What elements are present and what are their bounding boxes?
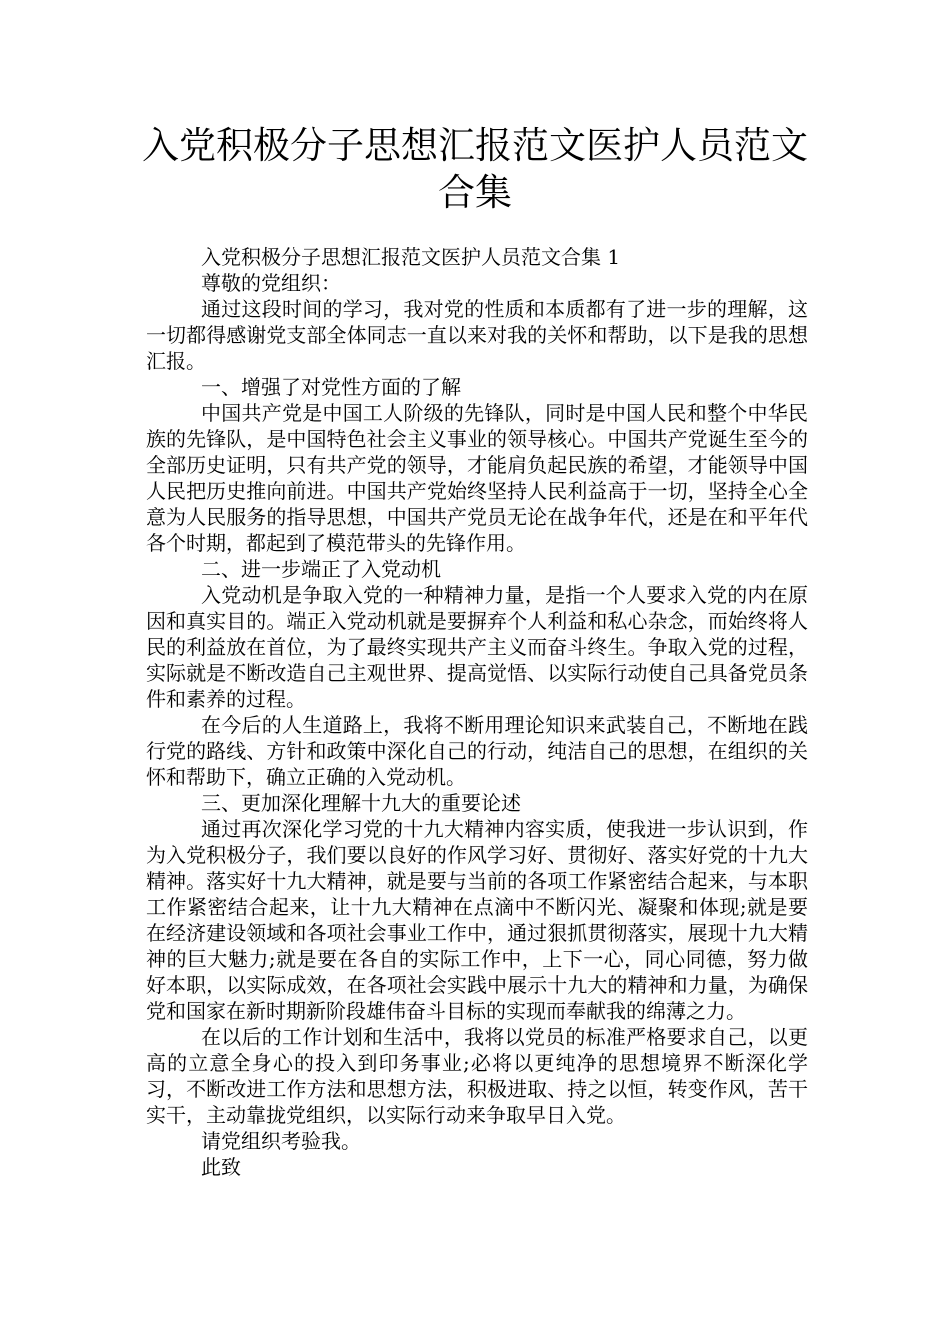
subtitle-paragraph: 入党积极分子思想汇报范文医护人员范文合集 1 <box>201 245 621 269</box>
body-paragraph: 中国共产党是中国工人阶级的先锋队，同时是中国人民和整个中华民族的先锋队，是中国特色社会主义事业的领导核心。中国共产党诞生至今的全部历史证明，只有共产党的领导，才能肩负起民族的希望，才能领导中国人民把历史推向前进。中国共产党始终坚持人民利益高于一切，坚持全心全意为人民服务的指导思想，中国共产党员无论在战争年代，还是在和平年代各个时期，都起到了模范带头的先锋作用。 <box>146 401 808 555</box>
title-line-1: 入党积极分子思想汇报范文医护人员范文 <box>142 124 808 167</box>
document-title <box>100 122 850 216</box>
section-heading-3: 三、更加深化理解十九大的重要论述 <box>201 791 521 815</box>
body-paragraph: 在以后的工作计划和生活中，我将以党员的标准严格要求自己，以更高的立意全身心的投入到印务事业;必将以更纯净的思想境界不断深化学习，不断改进工作方法和思想方法，积极进取、持之以恒，转变作风，苦干实干，主动靠拢党组织，以实际行动来争取早日入党。 <box>146 1025 808 1127</box>
section-heading-1: 一、增强了对党性方面的了解 <box>201 375 461 399</box>
salutation-paragraph: 尊敬的党组织： <box>201 271 341 295</box>
closing-paragraph: 此致 <box>201 1155 241 1179</box>
body-paragraph: 在今后的人生道路上，我将不断用理论知识来武装自己，不断地在践行党的路线、方针和政策中深化自己的行动，纯洁自己的思想，在组织的关怀和帮助下，确立正确的入党动机。 <box>146 713 808 789</box>
intro-paragraph: 通过这段时间的学习，我对党的性质和本质都有了进一步的理解，这一切都得感谢党支部全体同志一直以来对我的关怀和帮助，以下是我的思想汇报。 <box>146 297 808 373</box>
document-body <box>146 244 808 1180</box>
request-paragraph: 请党组织考验我。 <box>201 1129 361 1153</box>
body-paragraph: 通过再次深化学习党的十九大精神内容实质，使我进一步认识到，作为入党积极分子，我们要以良好的作风学习好、贯彻好、落实好党的十九大精神。落实好十九大精神，就是要与当前的各项工作紧密结合起来，与本职工作紧密结合起来，让十九大精神在点滴中不断闪光、凝聚和体现;就是要在经济建设领域和各项社会事业工作中，通过狠抓贯彻落实，展现十九大精神的巨大魅力;就是要在各自的实际工作中，上下一心，同心同德，努力做好本职，以实际成效，在各项社会实践中展示十九大的精神和力量，为确保党和国家在新时期新阶段雄伟奋斗目标的实现而奉献我的绵薄之力。 <box>146 817 808 1023</box>
section-heading-2: 二、进一步端正了入党动机 <box>201 557 441 581</box>
title-line-2: 合集 <box>438 171 512 214</box>
body-paragraph: 入党动机是争取入党的一种精神力量，是指一个人要求入党的内在原因和真实目的。端正入党动机就是要摒弃个人利益和私心杂念，而始终将人民的利益放在首位，为了最终实现共产主义而奋斗终生。争取入党的过程，实际就是不断改造自己主观世界、提高觉悟、以实际行动使自己具备党员条件和素养的过程。 <box>146 583 808 711</box>
